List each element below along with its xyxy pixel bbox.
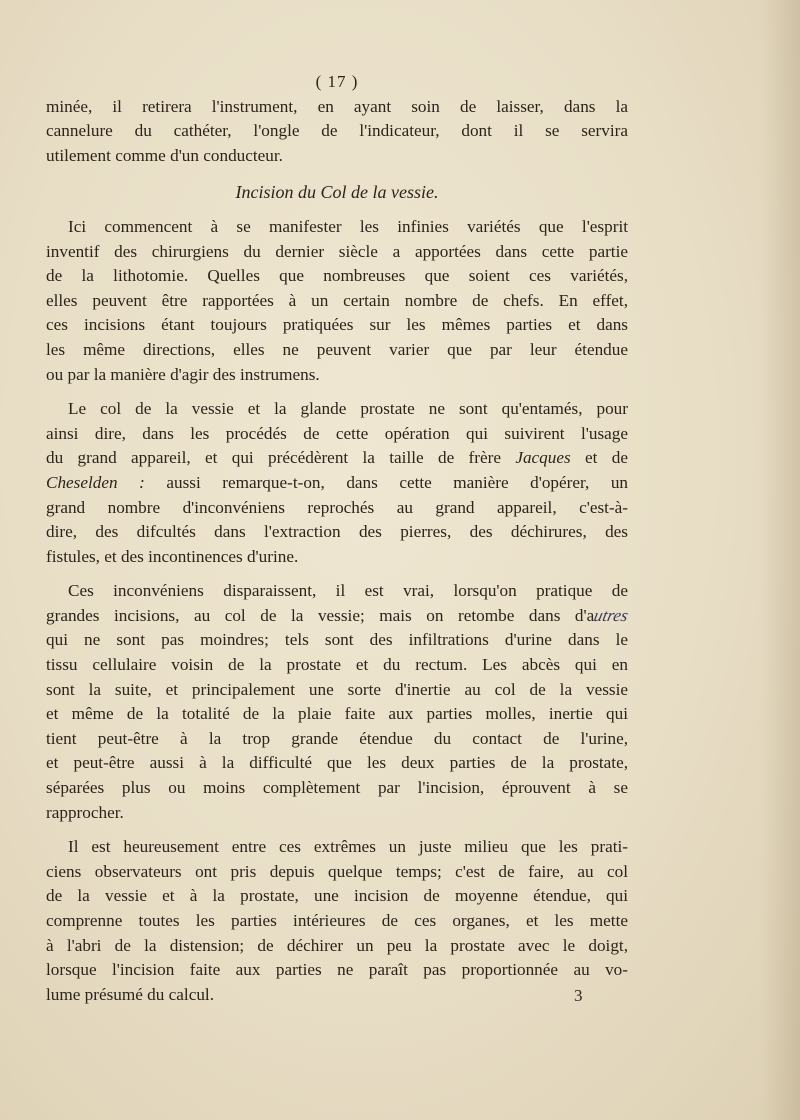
text-line: lorsque l'incision faite aux parties ne paraît pas proportionnée au vo-	[46, 960, 628, 980]
text-line: à l'abri de la distension; de déchirer un peu la prostate avec le doigt,	[46, 935, 628, 955]
text-line: sont la suite, et principalement une sorte d'inertie au col de la vessie	[46, 679, 628, 699]
handwritten-correction: utres	[592, 605, 631, 625]
text-line: du grand appareil, et qui précédèrent la taille de frère Jacques et de	[46, 448, 628, 468]
text-line: Ces inconvéniens disparaissent, il est vrai, lorsqu'on pratique de	[68, 581, 628, 601]
text-line: ciens observateurs ont pris depuis quelque temps; c'est de faire, au col	[46, 861, 628, 881]
section-heading: Incision du Col de la vessie.	[235, 182, 439, 203]
text-line: grand nombre d'inconvéniens reprochés au grand appareil, c'est-à-	[46, 497, 628, 517]
paragraph-3	[46, 579, 631, 825]
text-line: Le col de la vessie et la glande prostate ne sont qu'entamés, pour	[68, 399, 628, 419]
italic-name-jacques: Jacques	[515, 448, 571, 468]
text-line: Cheselden : aussi remarque-t-on, dans cette manière d'opérer, un	[46, 472, 629, 492]
signature-mark: 3	[574, 986, 583, 1005]
text-line: elles peuvent être rapportées à un certain nombre de chefs. En effet,	[46, 290, 628, 310]
text-line: tient peut-être à la trop grande étendue du contact de l'urine,	[46, 728, 628, 748]
text-line: lume présumé du calcul.	[46, 984, 214, 1004]
paragraph-4	[46, 835, 628, 1007]
text-line: grandes incisions, au col de la vessie; mais on retombe dans d'autres	[46, 604, 628, 629]
text-line: de la vessie et à la prostate, une incision de moyenne étendue, qui	[46, 886, 628, 906]
page-edge-shadow	[760, 0, 800, 1120]
paragraph-1	[46, 215, 628, 387]
text-line: inventif des chirurgiens du dernier siècle a apportées dans cette partie	[46, 241, 628, 261]
text-line: et peut-être aussi à la difficulté que les deux parties de la prostate,	[46, 753, 628, 773]
text-line: de la lithotomie. Quelles que nombreuses que soient ces variétés,	[46, 266, 628, 286]
text-line: dire, des difcultés dans l'extraction des pierres, des déchirures, des	[46, 522, 628, 542]
paragraph-continuation	[46, 95, 628, 169]
text-line: utilement comme d'un conducteur.	[46, 145, 283, 165]
paragraph-2	[46, 397, 628, 569]
text-line: Il est heureusement entre ces extrêmes un juste milieu que les prati-	[68, 837, 628, 857]
text-line: ces incisions étant toujours pratiquées sur les mêmes parties et dans	[46, 315, 628, 335]
text-line: ainsi dire, dans les procédés de cette opération qui suivirent l'usage	[46, 423, 628, 443]
text-line: les même directions, elles ne peuvent varier que par leur étendue	[46, 339, 628, 359]
text-line: qui ne sont pas moindres; tels sont des infiltrations d'urine dans le	[46, 630, 628, 650]
text-line: comprenne toutes les parties intérieures de ces organes, et les mette	[46, 911, 628, 930]
text-line: cannelure du cathéter, l'ongle de l'indicateur, dont il se servira	[46, 121, 628, 141]
text-line: ou par la manière d'agir des instrumens.	[46, 364, 320, 384]
text-line: séparées plus ou moins complètement par l'incision, éprouvent à se	[46, 778, 628, 798]
text-line: rapprocher.	[46, 802, 124, 822]
text-line: tissu cellulaire voisin de la prostate et du rectum. Les abcès qui en	[46, 655, 628, 675]
text-block	[46, 70, 631, 1007]
text-line: et même de la totalité de la plaie faite aux parties molles, inertie qui	[46, 704, 628, 724]
text-line: Ici commencent à se manifester les infinies variétés que l'esprit	[68, 216, 628, 236]
italic-name-cheselden: Cheselden :	[46, 472, 145, 492]
page-number: ( 17 )	[315, 72, 359, 91]
text-line: fistules, et des incontinences d'urine.	[46, 546, 299, 566]
text-line: minée, il retirera l'instrument, en ayant soin de laisser, dans la	[46, 96, 628, 116]
